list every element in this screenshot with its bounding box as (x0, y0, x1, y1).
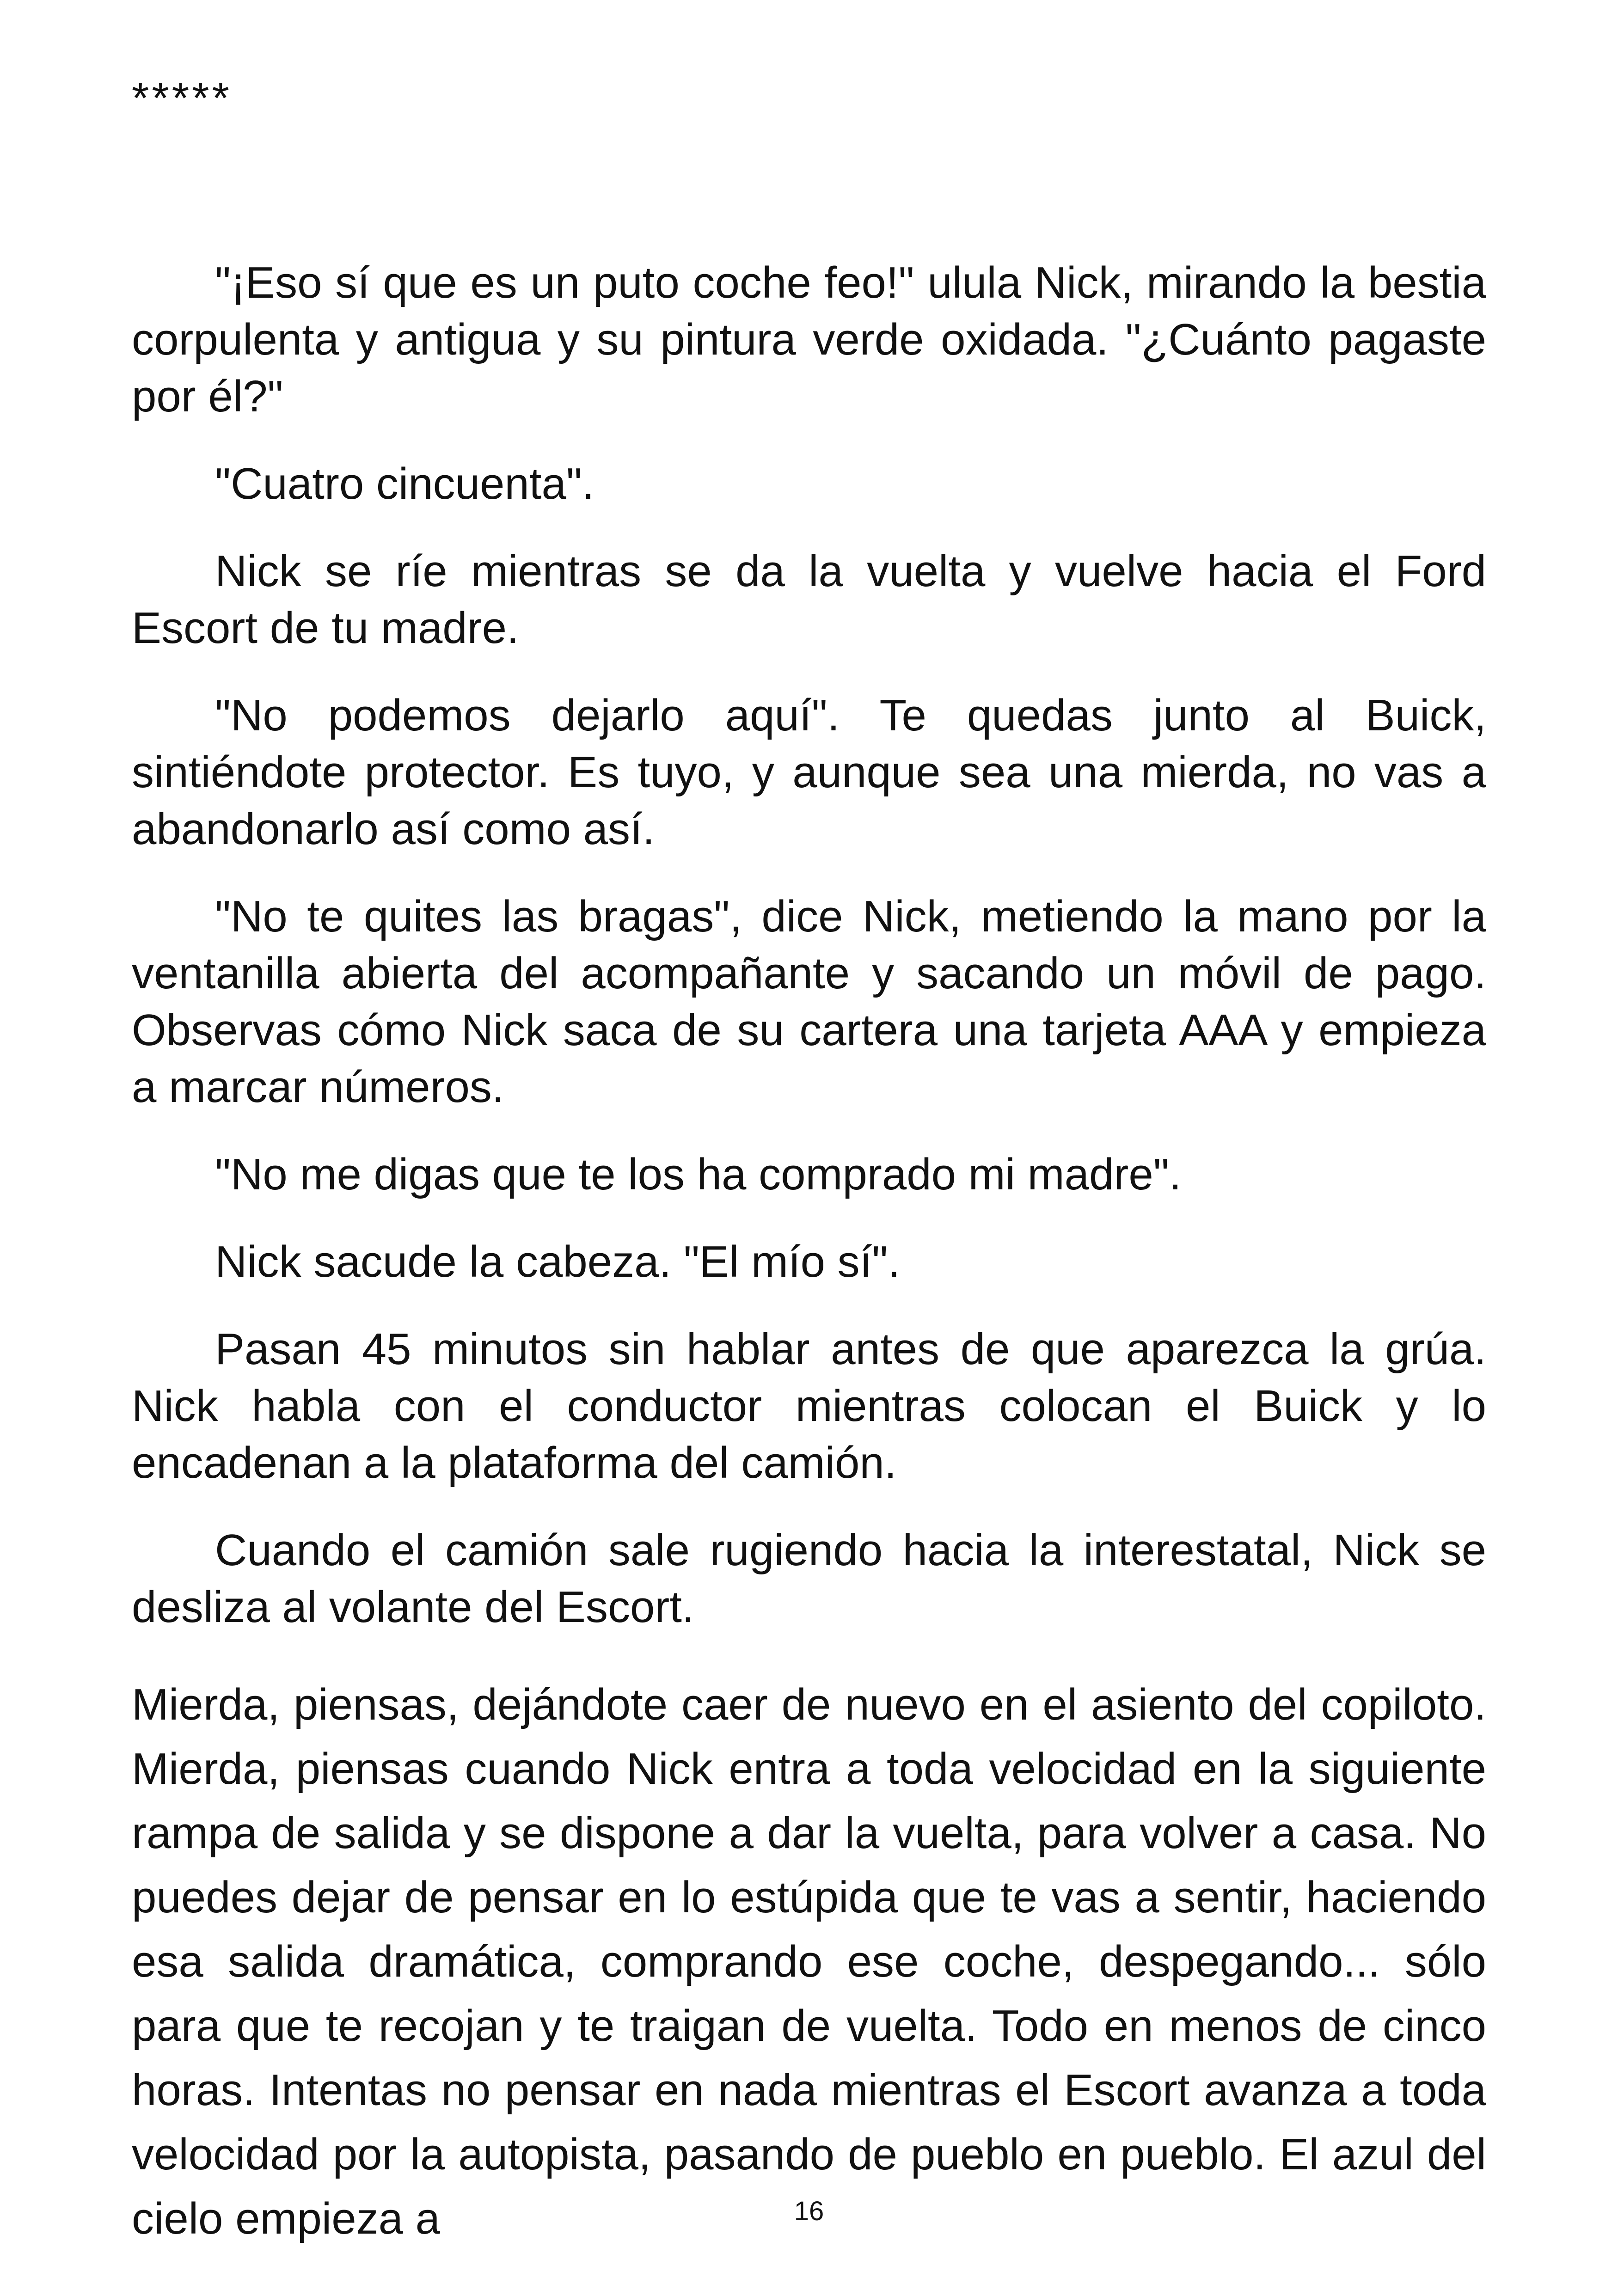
section-separator: ***** (132, 73, 232, 123)
paragraph-10: Mierda, piensas, dejándote caer de nuevo en el asiento del copiloto. Mierda, piensas cuando Nick entra a toda velocidad en la siguiente rampa de salida y se dispone a dar la vuelta, para volver a casa. No puedes dejar de pensar en lo estúpida que te vas a sentir, haciendo esa salida dramática, comprando ese coche, despegando... sólo para que te recojan y te traigan de vuelta. Todo en menos de cinco horas. Intentas no pensar en nada mientras el Escort avanza a toda velocidad por la autopista, pasando de pueblo en pueblo. El azul del cielo empieza a (132, 1680, 1486, 2243)
paragraph-3: Nick se ríe mientras se da la vuelta y vuelve hacia el Ford Escort de tu madre. (132, 546, 1486, 653)
page-number: 16 (794, 2196, 824, 2226)
paragraph-4: "No podemos dejarlo aquí". Te quedas junto al Buick, sintiéndote protector. Es tuyo, y aunque sea una mierda, no vas a abandonarlo así como así. (132, 691, 1486, 854)
paragraph-7: Nick sacude la cabeza. "El mío sí". (215, 1237, 901, 1286)
body-text (132, 254, 1486, 1666)
paragraph-9: Cuando el camión sale rugiendo hacia la interestatal, Nick se desliza al volante del Escort. (132, 1525, 1486, 1632)
body-text-continuation (132, 1672, 1486, 2251)
paragraph-5: "No te quites las bragas", dice Nick, metiendo la mano por la ventanilla abierta del acompañante y sacando un móvil de pago. Observas cómo Nick saca de su cartera una tarjeta AAA y empieza a marcar números. (132, 892, 1486, 1112)
paragraph-1: "¡Eso sí que es un puto coche feo!" ulula Nick, mirando la bestia corpulenta y antigua y su pintura verde oxidada. "¿Cuánto pagaste por él?" (132, 258, 1486, 421)
paragraph-6: "No me digas que te los ha comprado mi madre". (215, 1150, 1182, 1199)
paragraph-8: Pasan 45 minutos sin hablar antes de que aparezca la grúa. Nick habla con el conductor mientras colocan el Buick y lo encadenan a la plataforma del camión. (132, 1324, 1486, 1488)
paragraph-2: "Cuatro cincuenta". (215, 459, 594, 508)
